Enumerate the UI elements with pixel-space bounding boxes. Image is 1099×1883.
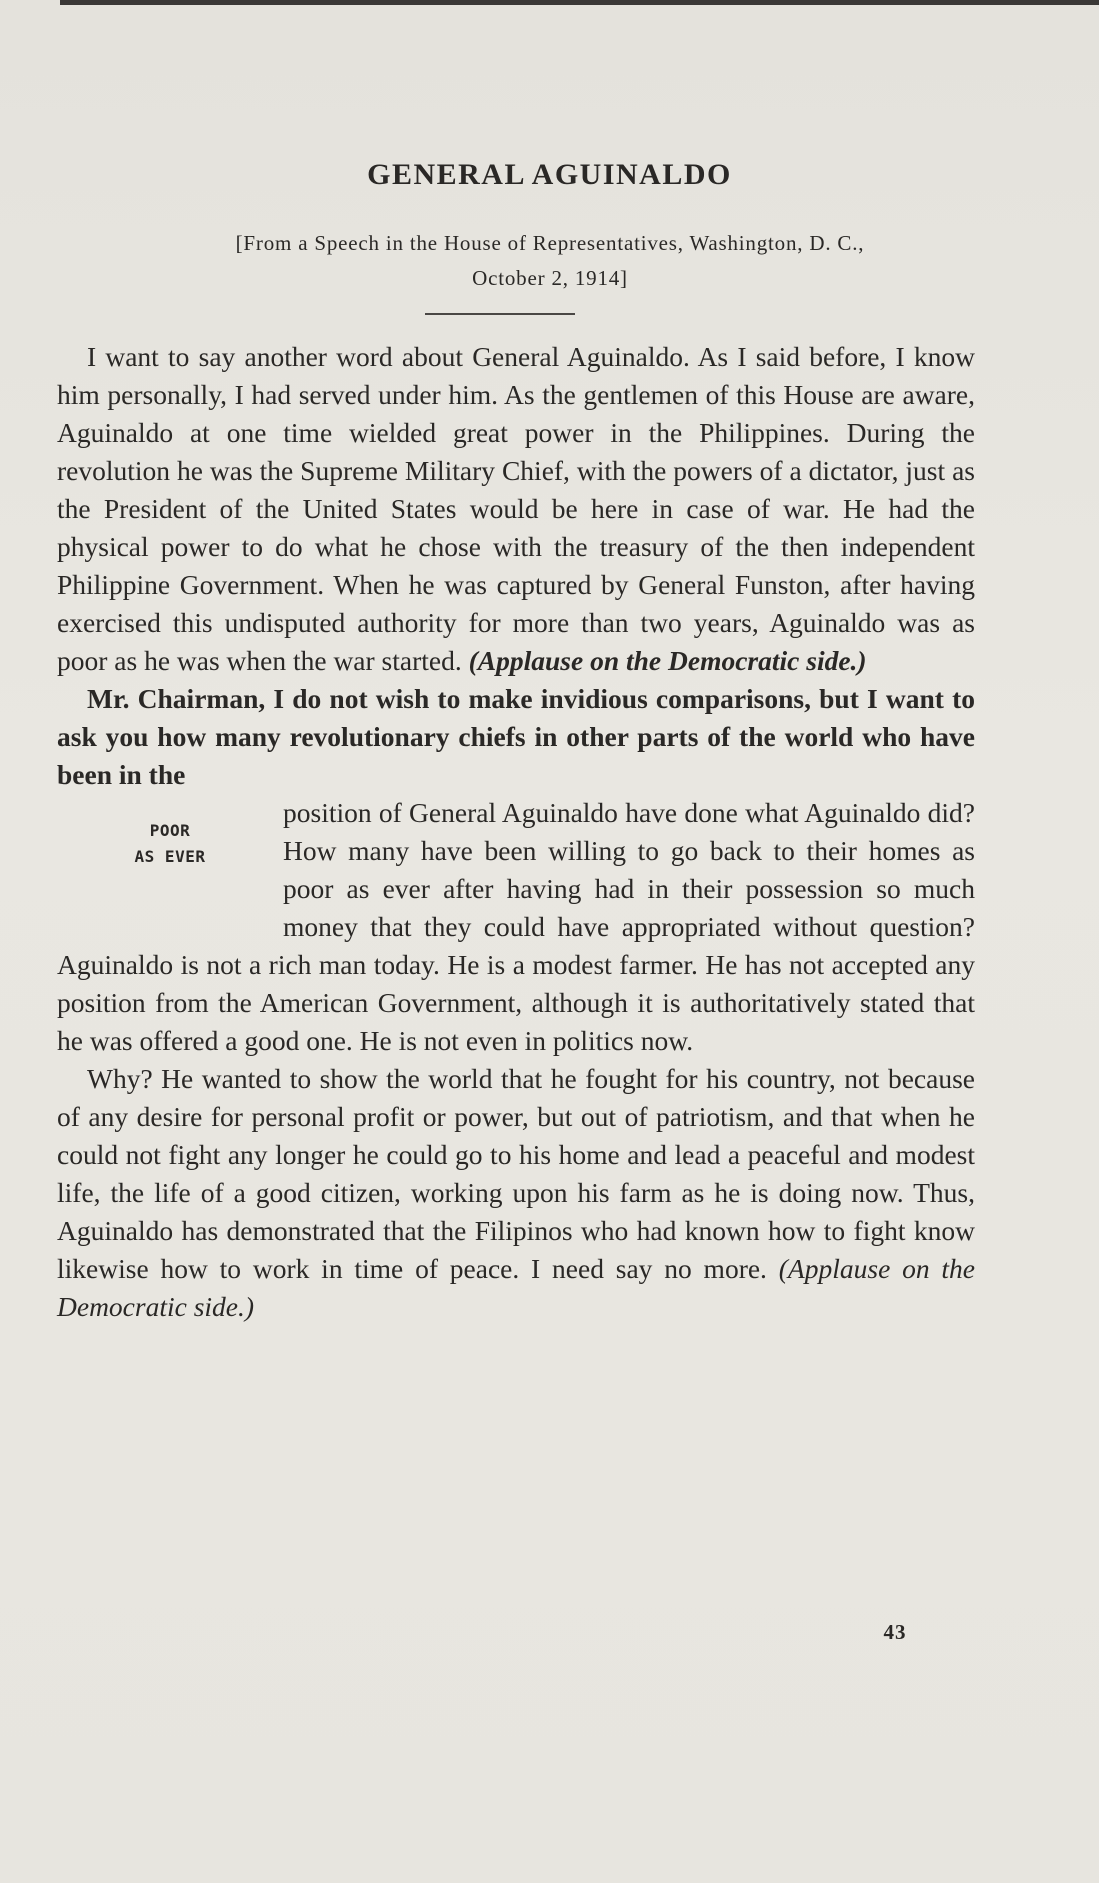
page-top-edge — [60, 0, 1099, 5]
margin-note — [57, 800, 283, 910]
paragraph-1-applause: (Applause on the Democratic side.) — [468, 645, 867, 676]
paragraph-2 — [57, 680, 975, 794]
margin-note-line-2: AS EVER — [134, 847, 206, 866]
source-line-2: October 2, 1914] — [472, 266, 628, 290]
paragraph-1 — [57, 338, 975, 680]
margin-note-line-1: POOR — [149, 821, 191, 840]
section-divider — [425, 313, 575, 315]
speech-body — [57, 338, 975, 1326]
paragraph-2-text-rest: position of General Aguinaldo have done what Aguinaldo did? How many have been willing to go back to their homes as poor as ever after having had in their possession so much money that they could have appropriated without question? Aguinaldo is not a rich man today. He is a modest farmer. He has not accepted any position from the American Government, although it is authoritatively stated that he was offered a good one. He is not even in politics now. — [57, 797, 975, 1056]
paragraph-3 — [57, 1060, 975, 1326]
page-number: 43 — [883, 1620, 907, 1644]
page-title: GENERAL AGUINALDO — [367, 158, 732, 191]
paragraph-2-text-start: Mr. Chairman, I do not wish to make invidious comparisons, but I want to ask you how many revolutionary chiefs in other parts of the world who have been in the — [57, 683, 975, 790]
paragraph-3-applause: (Applause on the Democratic side.) — [57, 1253, 975, 1322]
source-line-1: [From a Speech in the House of Representatives, Washington, D. C., — [235, 231, 865, 255]
speech-source — [80, 226, 1020, 296]
paragraph-1-text: I want to say another word about General Aguinaldo. As I said before, I know him personally, I had served under him. As the gentlemen of this House are aware, Aguinaldo at one time wielded great power in the Philippines. During the revolution he was the Supreme Military Chief, with the powers of a dictator, just as the President of the United States would be here in case of war. He had the physical power to do what he chose with the treasury of the then independent Philippine Government. When he was captured by General Funston, after having exercised this undisputed authority for more than two years, Aguinaldo was as poor as he was when the war started. — [57, 341, 975, 676]
paragraph-3-text: Why? He wanted to show the world that he fought for his country, not because of any desire for personal profit or power, but out of patriotism, and that when he could not fight any longer he could go to his home and lead a peaceful and modest life, the life of a good citizen, working upon his farm as he is doing now. Thus, Aguinaldo has demonstrated that the Filipinos who had known how to fight know likewise how to work in time of peace. I need say no more. — [57, 1063, 975, 1284]
